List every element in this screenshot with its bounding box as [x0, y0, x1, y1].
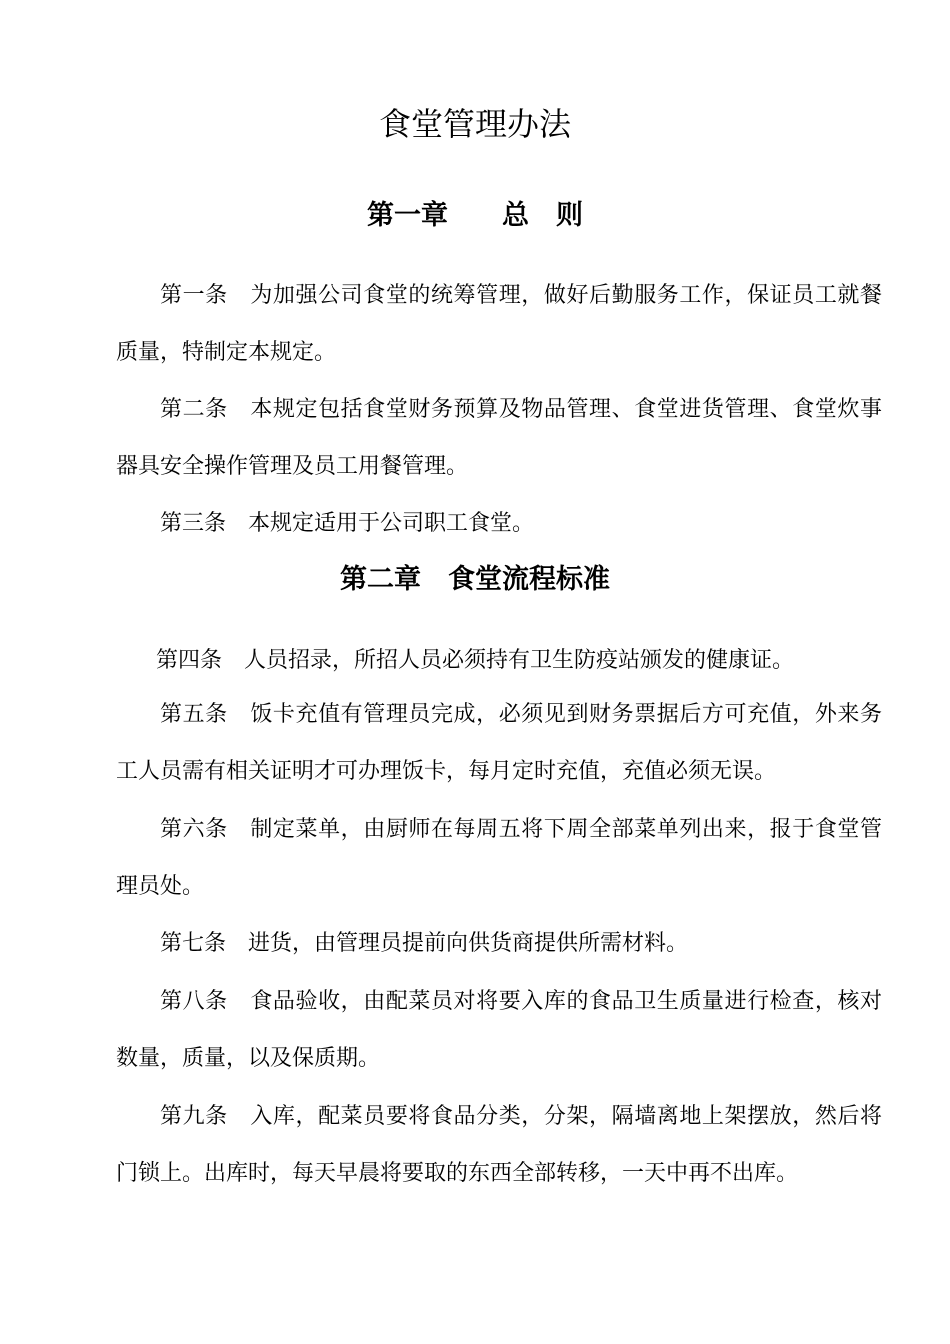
article-text: 为加强公司食堂的统筹管理，做好后勤服务工作，保证员工就餐质量，特制定本规定。	[116, 283, 882, 365]
article-text: 入库，配菜员要将食品分类，分架，隔墙离地上架摆放，然后将门锁上。出库时，每天早晨将要取的东西全部转移，一天中再不出库。	[116, 1104, 882, 1186]
article-number: 第二条	[160, 397, 228, 422]
article-1	[116, 267, 882, 381]
article-2	[116, 381, 882, 495]
article-text: 本规定适用于公司职工食堂。	[248, 511, 535, 536]
article-number: 第七条	[160, 931, 227, 956]
article-number: 第一条	[160, 283, 228, 308]
article-number: 第六条	[160, 817, 228, 842]
article-6	[116, 801, 882, 915]
article-text: 进货，由管理员提前向供货商提供所需材料。	[248, 931, 689, 956]
chapter-2-heading: 第二章 食堂流程标准	[340, 564, 610, 595]
article-number: 第三条	[160, 511, 227, 536]
article-9	[116, 1088, 882, 1202]
document-title: 食堂管理办法	[378, 105, 571, 143]
article-text: 食品验收，由配菜员对将要入库的食品卫生质量进行检查，核对数量，质量，以及保质期。	[116, 989, 882, 1071]
article-4	[116, 632, 882, 689]
chapter-1-heading: 第一章 总 则	[367, 200, 583, 231]
article-text: 饭卡充值有管理员完成，必须见到财务票据后方可充值，外来务工人员需有相关证明才可办理饭卡，每月定时充值，充值必须无误。	[116, 702, 882, 784]
article-8	[116, 973, 882, 1087]
article-5	[116, 686, 882, 800]
article-3	[116, 495, 882, 552]
article-text: 人员招录，所招人员必须持有卫生防疫站颁发的健康证。	[244, 648, 795, 673]
article-text: 制定菜单，由厨师在每周五将下周全部菜单列出来，报于食堂管理员处。	[116, 817, 882, 899]
article-number: 第四条	[156, 648, 223, 673]
article-7	[116, 915, 882, 972]
article-number: 第九条	[160, 1104, 228, 1129]
article-text: 本规定包括食堂财务预算及物品管理、食堂进货管理、食堂炊事器具安全操作管理及员工用餐管理。	[116, 397, 882, 479]
article-number: 第五条	[160, 702, 228, 727]
article-number: 第八条	[160, 989, 228, 1014]
